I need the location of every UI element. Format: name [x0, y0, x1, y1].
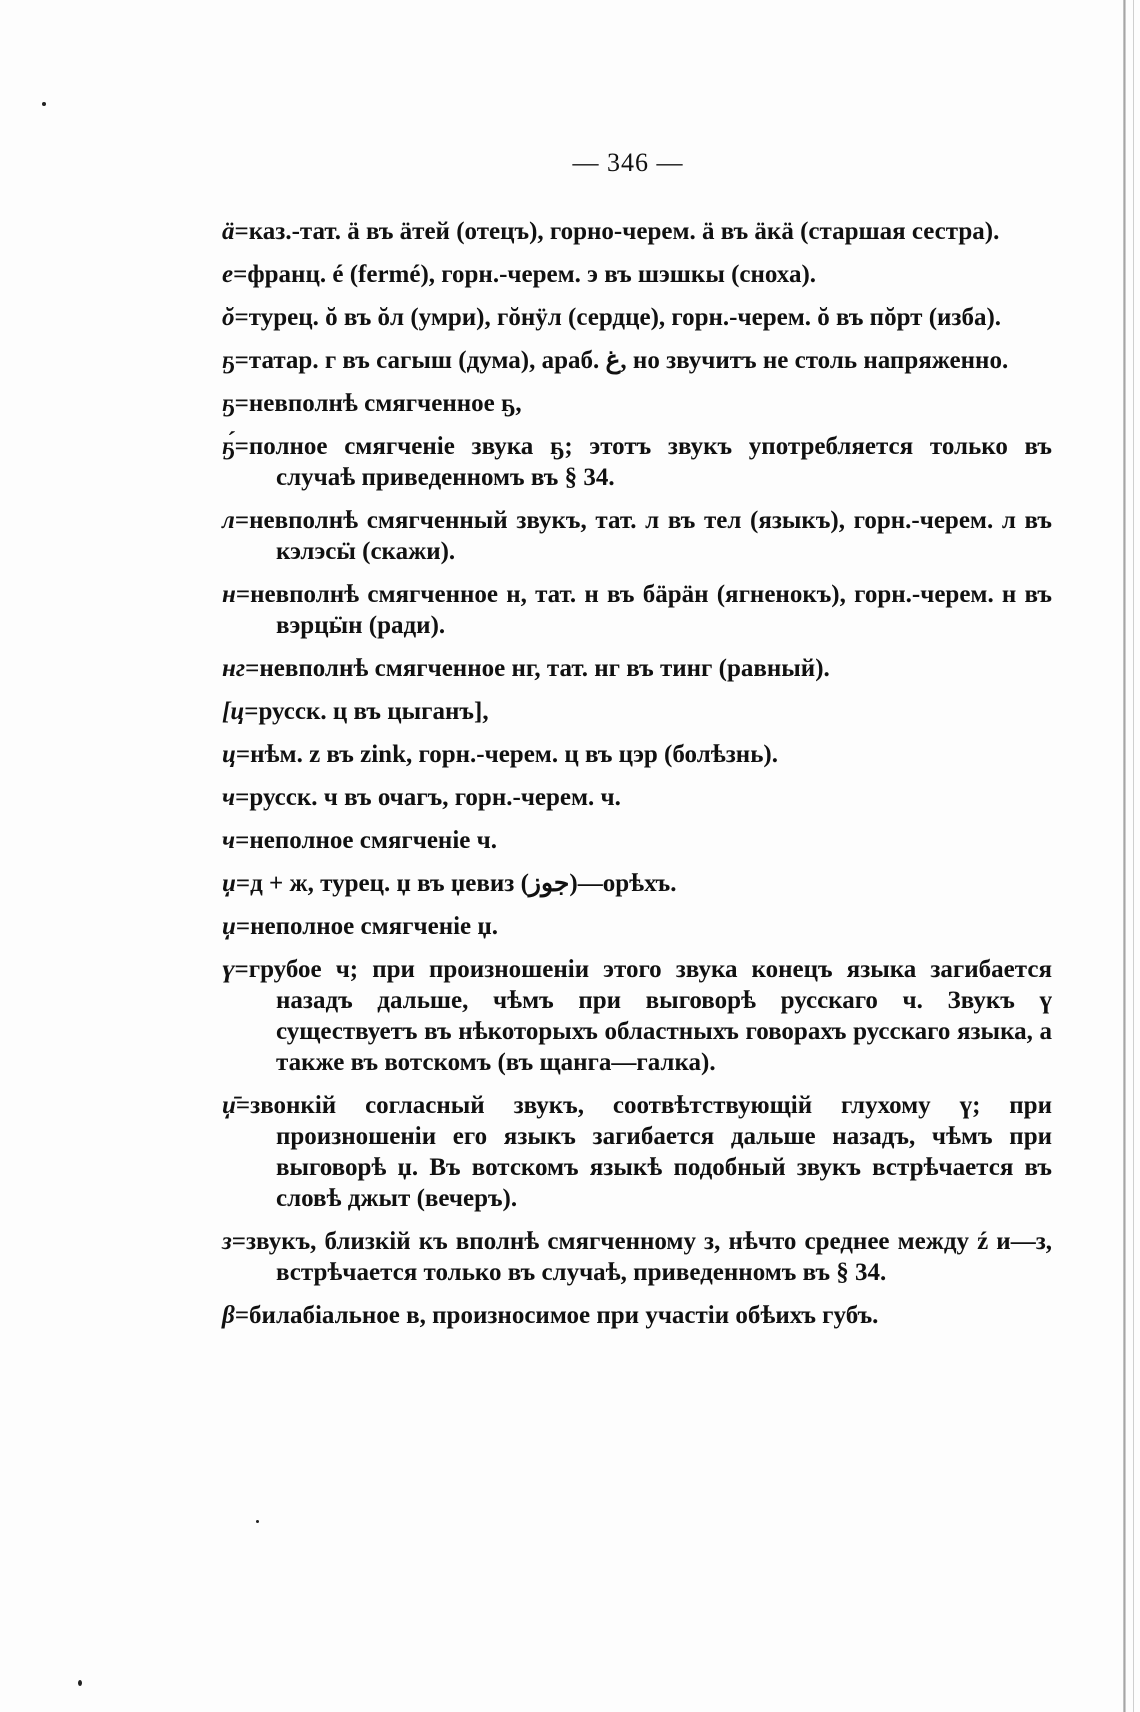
entry-term: џ̄ — [222, 1092, 236, 1119]
entry-definition: =звонкій согласный звукъ, соотвѣтствующій глухому ү; при произношеніи его языкъ загибается дальше назадъ, чѣмъ при выговорѣ џ. Въ вотскомъ языкѣ подобный звукъ встрѣчается въ словѣ джыт (вечеръ). — [235, 1092, 1052, 1212]
glossary-entry — [222, 431, 1052, 493]
entry-definition: =невполнѣ смягченный звукъ, тат. л въ тел (языкъ), горн.-черем. л въ кэлэсӹ (скажи). — [234, 507, 1052, 565]
entry-definition: =русск. ч въ очагъ, горн.-черем. ч. — [235, 784, 621, 811]
glossary-entry — [222, 696, 1052, 727]
glossary-entry — [222, 911, 1052, 942]
entry-term: β — [222, 1302, 235, 1329]
glossary-entry — [222, 216, 1052, 247]
page-number: — 346 — — [572, 148, 684, 177]
entry-term: з — [222, 1228, 232, 1255]
page-edge-line — [1133, 0, 1134, 1712]
dust-speck — [78, 1680, 82, 1686]
entry-term: ч — [222, 784, 236, 811]
glossary-entries — [222, 216, 1052, 1343]
entry-definition: =звукъ, близкій къ вполнѣ смягченному з, нѣчто среднее между ź и—з, встрѣчается только въ случаѣ, приведенномъ въ § 34. — [231, 1228, 1052, 1286]
entry-term: ҕ́ — [222, 433, 235, 460]
glossary-entry — [222, 782, 1052, 813]
entry-definition: =русск. ц въ цыганъ], — [244, 698, 489, 725]
entry-term: н — [222, 581, 236, 608]
glossary-entry — [222, 579, 1052, 641]
entry-term: ŏ — [222, 304, 235, 331]
entry-definition: =д + ж, турец. џ въ џевиз (جوز)—орѣхъ. — [235, 870, 677, 897]
glossary-entry — [222, 302, 1052, 333]
entry-term: ч — [222, 827, 236, 854]
glossary-entry — [222, 505, 1052, 567]
entry-definition: =полное смягченіе звука ҕ; этотъ звукъ употребляется только въ случаѣ приведенномъ въ § 34. — [234, 433, 1052, 491]
glossary-entry — [222, 868, 1052, 899]
entry-term: ү — [222, 956, 235, 983]
entry-definition: =билабіальное в, произносимое при участіи обѣихъ губъ. — [234, 1302, 879, 1329]
entry-term: ӓ — [222, 218, 235, 245]
glossary-entry — [222, 653, 1052, 684]
entry-definition: =нѣм. z въ zink, горн.-черем. ц въ цэр (болѣзнь). — [235, 741, 778, 768]
glossary-entry — [222, 1090, 1052, 1214]
entry-definition: =турец. ŏ въ ŏл (умри), гŏнӱл (сердце), горн.-черем. ŏ въ пŏрт (изба). — [234, 304, 1002, 331]
entry-term: ц — [222, 741, 236, 768]
glossary-entry — [222, 388, 1052, 419]
entry-term: л — [222, 507, 235, 534]
dust-speck — [256, 1520, 259, 1523]
entry-term: ҕ — [222, 390, 235, 417]
entry-definition: =татар. г въ сагыш (дума), араб. ﻍ, но звучитъ не столь напряженно. — [234, 347, 1009, 374]
entry-definition: =грубое ч; при произношеніи этого звука конецъ языка загибается назадъ дальше, чѣмъ при выговорѣ русскаго ч. Звукъ ү существуетъ въ нѣкоторыхъ областныхъ говорахъ русскаго языка, а также въ вотскомъ (въ щанга—галка). — [234, 956, 1052, 1076]
entry-term: џ — [222, 870, 236, 897]
glossary-entry — [222, 825, 1052, 856]
entry-definition: =невполнѣ смягченное ҕ, — [234, 390, 522, 417]
entry-term: [ц — [222, 698, 245, 725]
glossary-entry — [222, 739, 1052, 770]
entry-definition: =франц. é (fermé), горн.-черем. э въ шэшкы (сноха). — [233, 261, 817, 288]
entry-definition: =невполнѣ смягченное нг, тат. нг въ тинг (равный). — [245, 655, 830, 682]
entry-definition: =неполное смягченіе џ. — [235, 913, 499, 940]
page-edge-shadow — [1123, 0, 1126, 1712]
glossary-entry — [222, 954, 1052, 1078]
entry-term: нг — [222, 655, 246, 682]
entry-term: е — [222, 261, 234, 288]
glossary-entry — [222, 345, 1052, 376]
glossary-entry — [222, 1226, 1052, 1288]
glossary-entry — [222, 1300, 1052, 1331]
entry-term: џ — [222, 913, 236, 940]
entry-definition: =невполнѣ смягченное н, тат. н въ бӓрӓн (ягненокъ), горн.-черем. н въ вэрцӹн (ради). — [235, 581, 1052, 639]
dust-speck — [42, 102, 46, 106]
entry-definition: =неполное смягченіе ч. — [235, 827, 497, 854]
entry-definition: =каз.-тат. ӓ въ ӓтей (отецъ), горно-черем. ӓ въ ӓкӓ (старшая сестра). — [234, 218, 1000, 245]
glossary-entry — [222, 259, 1052, 290]
entry-term: ҕ — [222, 347, 235, 374]
